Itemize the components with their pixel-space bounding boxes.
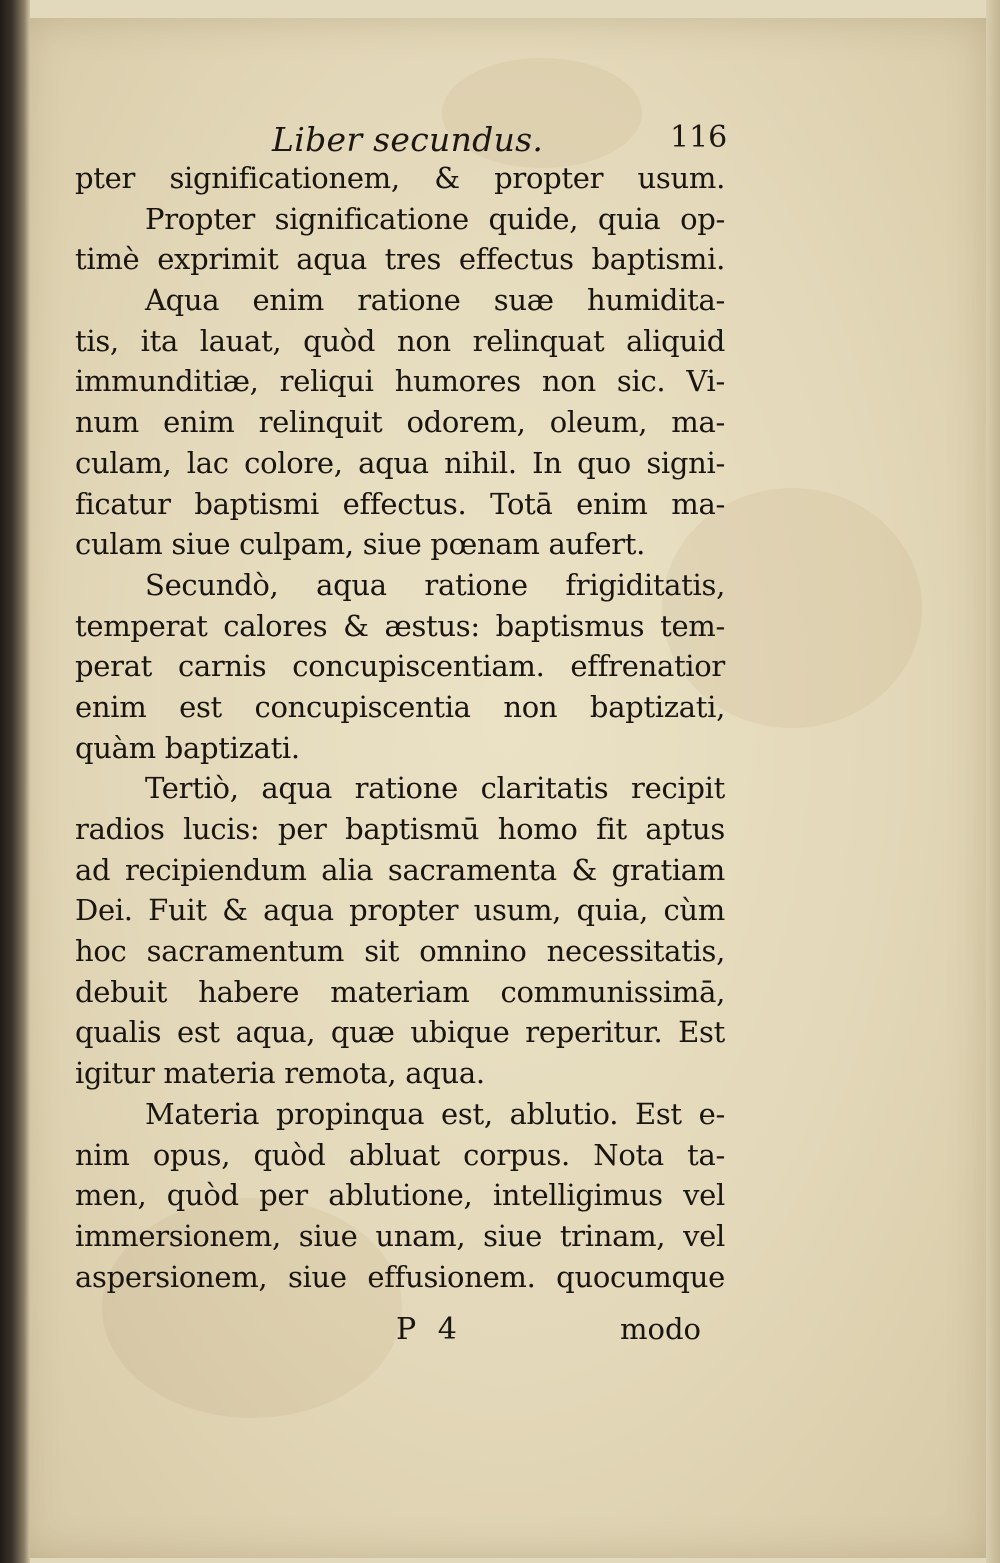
text-line: radios lucis: per baptismū homo fit aptus: [75, 812, 725, 846]
text-line: Dei. Fuit & aqua propter usum, quia, cùm: [75, 893, 725, 928]
body-text: [75, 158, 725, 1297]
running-title: Liber secundus.: [272, 120, 544, 159]
folio-number: 116: [670, 120, 728, 155]
text-line: Secundò, aqua ratione frigiditatis,: [145, 567, 725, 602]
text-line: igitur materia remota, aqua.: [75, 1056, 485, 1091]
text-line: culam siue culpam, siue pœnam aufert.: [75, 527, 646, 562]
text-line: perat carnis concupiscentiam. effrenatior: [75, 649, 725, 684]
text-line: quàm baptizati.: [75, 730, 300, 765]
text-line: num enim relinquit odorem, oleum, ma-: [75, 405, 725, 440]
text-line: temperat calores & æstus: baptismus tem-: [75, 608, 725, 643]
signature-mark: P 4: [396, 1312, 463, 1347]
text-line: ficatur baptismi effectus. Totā enim ma-: [75, 486, 725, 521]
text-line: tis, ita lauat, quòd non relinquat aliquid: [75, 323, 725, 358]
text-line: timè exprimit aqua tres effectus baptismi.: [75, 242, 725, 277]
text-line: nim opus, quòd abluat corpus. Nota ta-: [75, 1137, 725, 1172]
text-line: aspersionem, siue effusionem. quocumque: [75, 1259, 725, 1294]
text-line: immunditiæ, reliqui humores non sic. Vi-: [75, 364, 725, 399]
text-line: pter significationem, & propter usum.: [75, 161, 725, 195]
text-line: hoc sacramentum sit omnino necessitatis,: [75, 934, 725, 969]
text-line: culam, lac colore, aqua nihil. In quo signi-: [75, 445, 725, 480]
page-footer: [0, 1312, 1000, 1356]
text-line: Aqua enim ratione suæ humidita-: [145, 283, 725, 318]
text-line: qualis est aqua, quæ ubique reperitur. Est: [75, 1015, 725, 1050]
text-line: immersionem, siue unam, siue trinam, vel: [75, 1218, 725, 1253]
text-line: Tertiò, aqua ratione claritatis recipit: [145, 771, 725, 806]
text-line: Propter significatione quide, quia op-: [145, 201, 725, 236]
text-line: enim est concupiscentia non baptizati,: [75, 689, 725, 724]
text-line: men, quòd per ablutione, intelligimus vel: [75, 1178, 725, 1213]
text-line: debuit habere materiam communissimā,: [75, 974, 725, 1009]
catchword: modo: [620, 1312, 701, 1346]
text-line: ad recipiendum alia sacramenta & gratiam: [75, 852, 725, 887]
text-line: Materia propinqua est, ablutio. Est e-: [145, 1096, 725, 1131]
